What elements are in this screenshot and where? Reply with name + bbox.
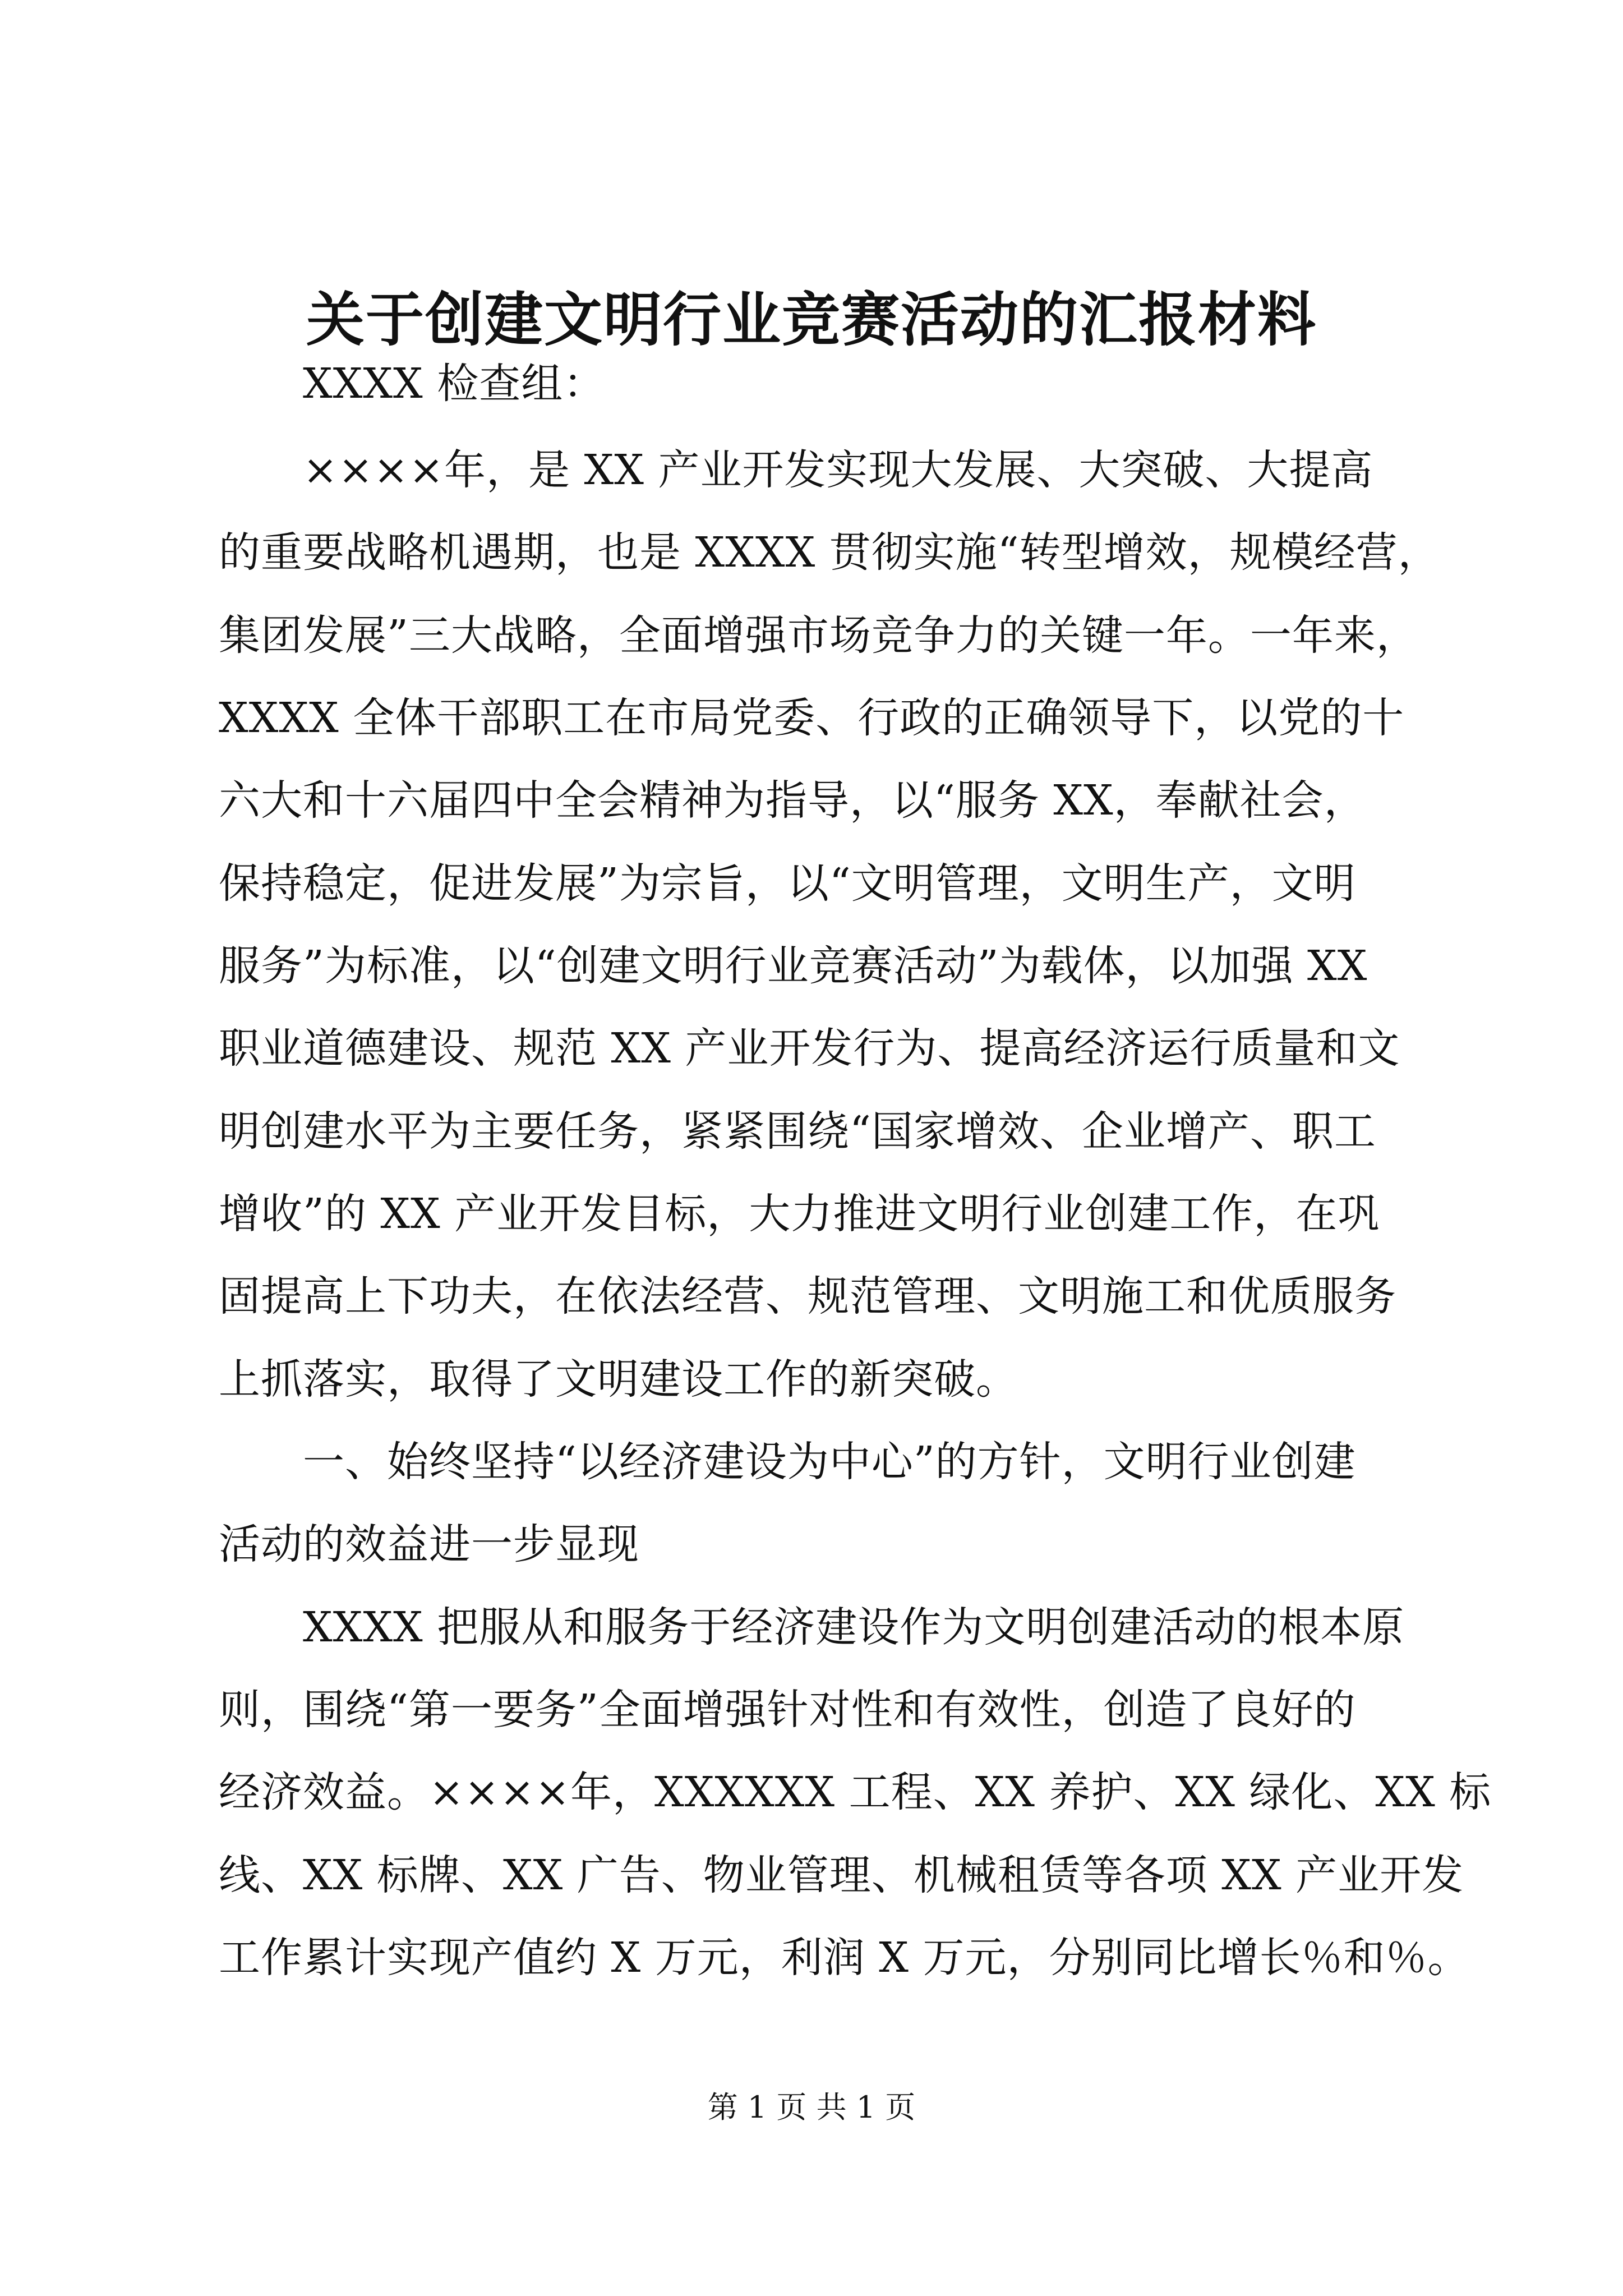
paragraph-line: 则，围绕“第一要务”全面增强针对性和有效性，创造了良好的 <box>219 1686 1356 1734</box>
paragraph-line: 的重要战略机遇期，也是 XXXX 贯彻实施“转型增效，规模经营， <box>219 528 1440 577</box>
paragraph-line: 服务”为标准，以“创建文明行业竞赛活动”为载体，以加强 XX <box>219 942 1368 990</box>
paragraph-line: 明创建水平为主要任务，紧紧围绕“国家增效、企业增产、职工 <box>219 1107 1376 1156</box>
section-heading-line: 活动的效益进一步显现 <box>219 1520 639 1568</box>
paragraph-line: XXXX 全体干部职工在市局党委、行政的正确领导下，以党的十 <box>219 694 1405 742</box>
section-heading-line: 一、始终坚持“以经济建设为中心”的方针，文明行业创建 <box>303 1438 1356 1486</box>
page-footer: 第 1 页 共 1 页 <box>707 2090 916 2125</box>
paragraph-line: 工作累计实现产值约 X 万元，利润 X 万元，分别同比增长％和％。 <box>219 1934 1470 1982</box>
paragraph-line: 职业道德建设、规范 XX 产业开发行为、提高经济运行质量和文 <box>219 1024 1400 1073</box>
paragraph-line: 增收”的 XX 产业开发目标，大力推进文明行业创建工作，在巩 <box>219 1190 1380 1238</box>
paragraph-line: 经济效益。××××年，XXXXXX 工程、XX 养护、XX 绿化、XX 标 <box>219 1768 1492 1816</box>
paragraph-line: 集团发展”三大战略，全面增强市场竞争力的关键一年。一年来， <box>219 611 1418 660</box>
paragraph-line: 上抓落实，取得了文明建设工作的新突破。 <box>219 1355 1018 1404</box>
salutation: XXXX 检查组： <box>303 360 606 408</box>
document-title: 关于创建文明行业竞赛活动的汇报材料 <box>306 285 1317 354</box>
paragraph-line: 六大和十六届四中全会精神为指导，以“服务 XX，奉献社会， <box>219 776 1366 825</box>
paragraph-line: XXXX 把服从和服务于经济建设作为文明创建活动的根本原 <box>303 1603 1405 1651</box>
paragraph-line: ××××年，是 XX 产业开发实现大发展、大突破、大提高 <box>303 446 1373 494</box>
paragraph-line: 线、XX 标牌、XX 广告、物业管理、机械租赁等各项 XX 产业开发 <box>219 1851 1464 1899</box>
paragraph-line: 保持稳定，促进发展”为宗旨，以“文明管理，文明生产，文明 <box>219 859 1356 908</box>
paragraph-line: 固提高上下功夫，在依法经营、规范管理、文明施工和优质服务 <box>219 1272 1396 1320</box>
